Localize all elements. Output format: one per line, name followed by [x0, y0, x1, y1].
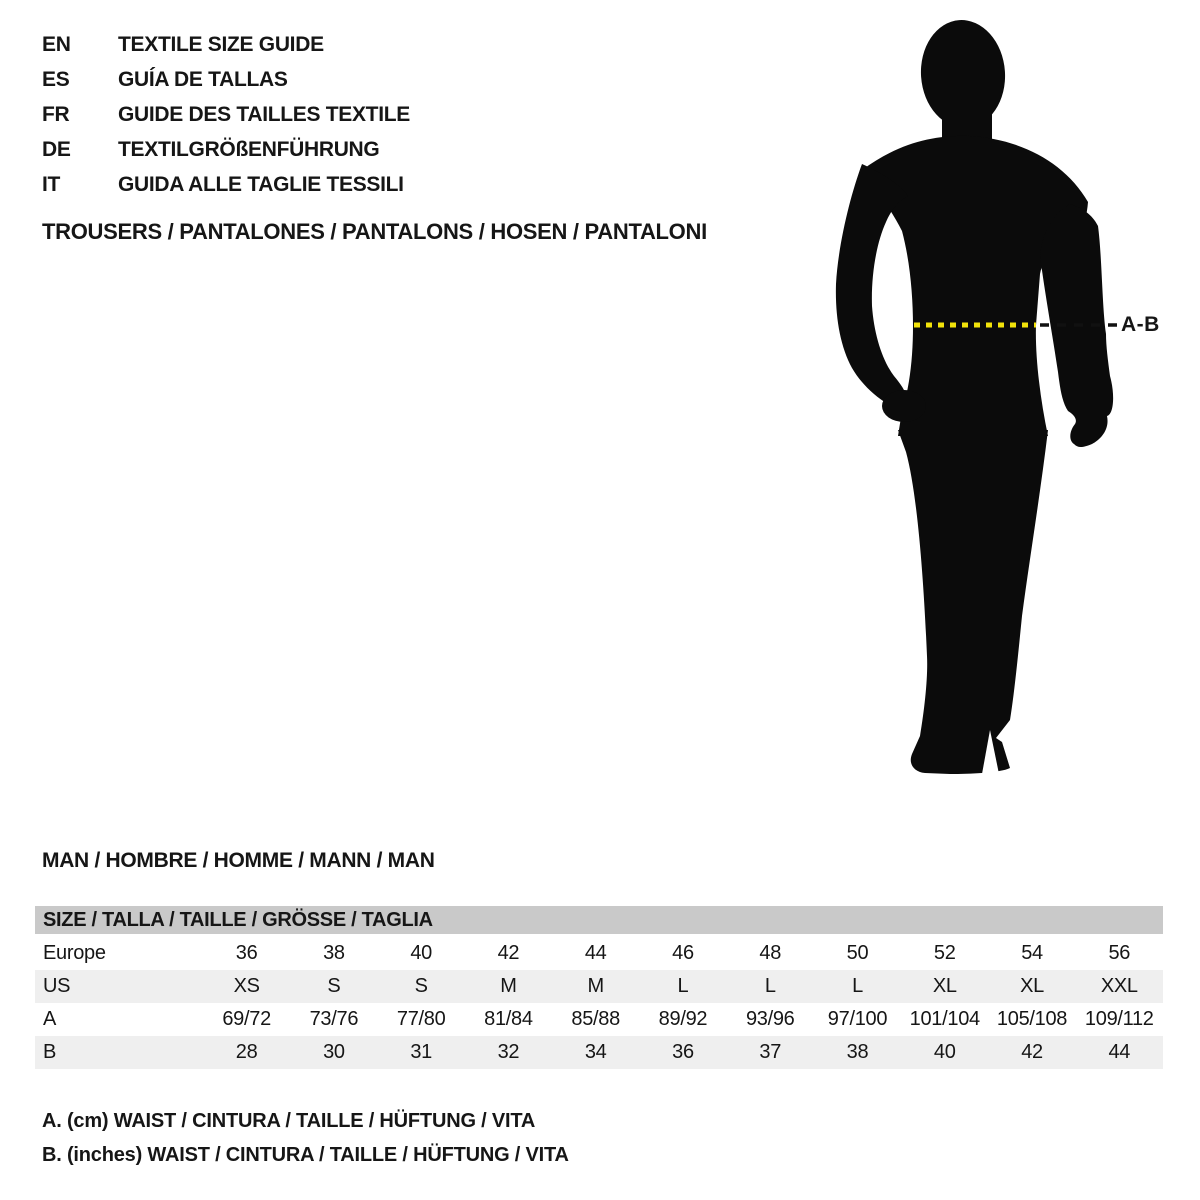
- table-cell: M: [587, 975, 604, 997]
- language-code: DE: [42, 137, 71, 161]
- size-figure: [830, 16, 1195, 780]
- language-code: ES: [42, 67, 70, 91]
- language-code: IT: [42, 172, 61, 196]
- guide-title-en: TEXTILE SIZE GUIDE: [118, 32, 324, 56]
- table-cell: 40: [410, 942, 432, 964]
- table-cell: M: [500, 975, 517, 997]
- note-waist-inches: B. (inches) WAIST / CINTURA / TAILLE / HÜFTUNG / VITA: [42, 1144, 569, 1166]
- table-cell: 28: [235, 1041, 258, 1063]
- table-cell: 40: [933, 1041, 956, 1063]
- table-cell: 54: [1021, 942, 1043, 964]
- table-cell: XS: [233, 975, 260, 997]
- size-table: [35, 906, 1163, 1069]
- table-cell: 109/112: [1084, 1008, 1154, 1030]
- language-row-fr: [42, 97, 410, 132]
- row-label: A: [43, 1008, 57, 1030]
- row-label: US: [43, 975, 71, 997]
- table-cell: 36: [235, 942, 258, 964]
- table-cell: 85/88: [571, 1008, 620, 1030]
- table-cell: 32: [497, 1041, 520, 1063]
- guide-title-es: GUÍA DE TALLAS: [118, 67, 288, 91]
- table-cell: 97/100: [827, 1008, 888, 1030]
- section-heading: MAN / HOMBRE / HOMME / MANN / MAN: [42, 849, 435, 872]
- size-table-header: SIZE / TALLA / TAILLE / GRÖSSE / TAGLIA: [35, 906, 1163, 934]
- guide-title-fr: GUIDE DES TAILLES TEXTILE: [118, 102, 410, 126]
- measurement-label: A-B: [1121, 313, 1160, 336]
- table-cell: 105/108: [996, 1008, 1068, 1030]
- table-cell: 34: [584, 1041, 607, 1063]
- table-cell: XXL: [1100, 975, 1138, 997]
- table-cell: 50: [846, 942, 869, 964]
- table-cell: 37: [759, 1041, 782, 1063]
- table-cell: L: [852, 975, 863, 997]
- table-cell: 42: [497, 942, 520, 964]
- row-label: B: [43, 1041, 57, 1063]
- table-cell: 36: [672, 1041, 694, 1063]
- table-cell: 31: [410, 1041, 432, 1063]
- table-cell: 48: [759, 942, 782, 964]
- table-cell: 77/80: [396, 1008, 446, 1030]
- table-cell: 44: [1108, 1041, 1131, 1063]
- table-row-us: [35, 970, 1163, 1003]
- note-waist-cm: A. (cm) WAIST / CINTURA / TAILLE / HÜFTUNG / VITA: [42, 1110, 536, 1132]
- table-cell: 46: [672, 942, 694, 964]
- language-row-es: [42, 62, 410, 97]
- table-cell: 81/84: [484, 1008, 533, 1030]
- table-cell: 69/72: [222, 1008, 271, 1030]
- table-cell: 89/92: [658, 1008, 708, 1030]
- table-cell: 101/104: [909, 1008, 980, 1030]
- table-cell: 38: [323, 942, 345, 964]
- table-row-a-cm: [35, 1003, 1163, 1036]
- table-cell: XL: [932, 975, 957, 997]
- table-cell: 73/76: [309, 1008, 359, 1030]
- guide-title-it: GUIDA ALLE TAGLIE TESSILI: [118, 172, 404, 196]
- category-heading: TROUSERS / PANTALONES / PANTALONS / HOSEN / PANTALONI: [42, 219, 707, 244]
- table-row-europe: [35, 937, 1163, 970]
- table-cell: 30: [323, 1041, 345, 1063]
- silhouette-shape: [836, 17, 1113, 774]
- table-cell: 44: [584, 942, 607, 964]
- table-cell: XL: [1020, 975, 1044, 997]
- table-cell: 38: [846, 1041, 869, 1063]
- table-cell: 93/96: [745, 1008, 795, 1030]
- man-silhouette: [830, 16, 1140, 780]
- table-cell: L: [677, 975, 689, 997]
- language-list: [42, 27, 410, 202]
- guide-title-de: TEXTILGRÖßENFÜHRUNG: [118, 137, 380, 161]
- language-row-en: [42, 27, 410, 62]
- table-row-b-inches: [35, 1036, 1163, 1069]
- language-code: EN: [42, 32, 71, 56]
- table-cell: S: [327, 975, 341, 997]
- table-cell: L: [764, 975, 776, 997]
- language-row-it: [42, 167, 410, 202]
- language-row-de: [42, 132, 410, 167]
- table-cell: S: [414, 975, 428, 997]
- language-code: FR: [42, 102, 70, 126]
- table-cell: 52: [933, 942, 956, 964]
- table-cell: 56: [1108, 942, 1131, 964]
- table-cell: 42: [1021, 1041, 1043, 1063]
- row-label: Europe: [43, 942, 106, 964]
